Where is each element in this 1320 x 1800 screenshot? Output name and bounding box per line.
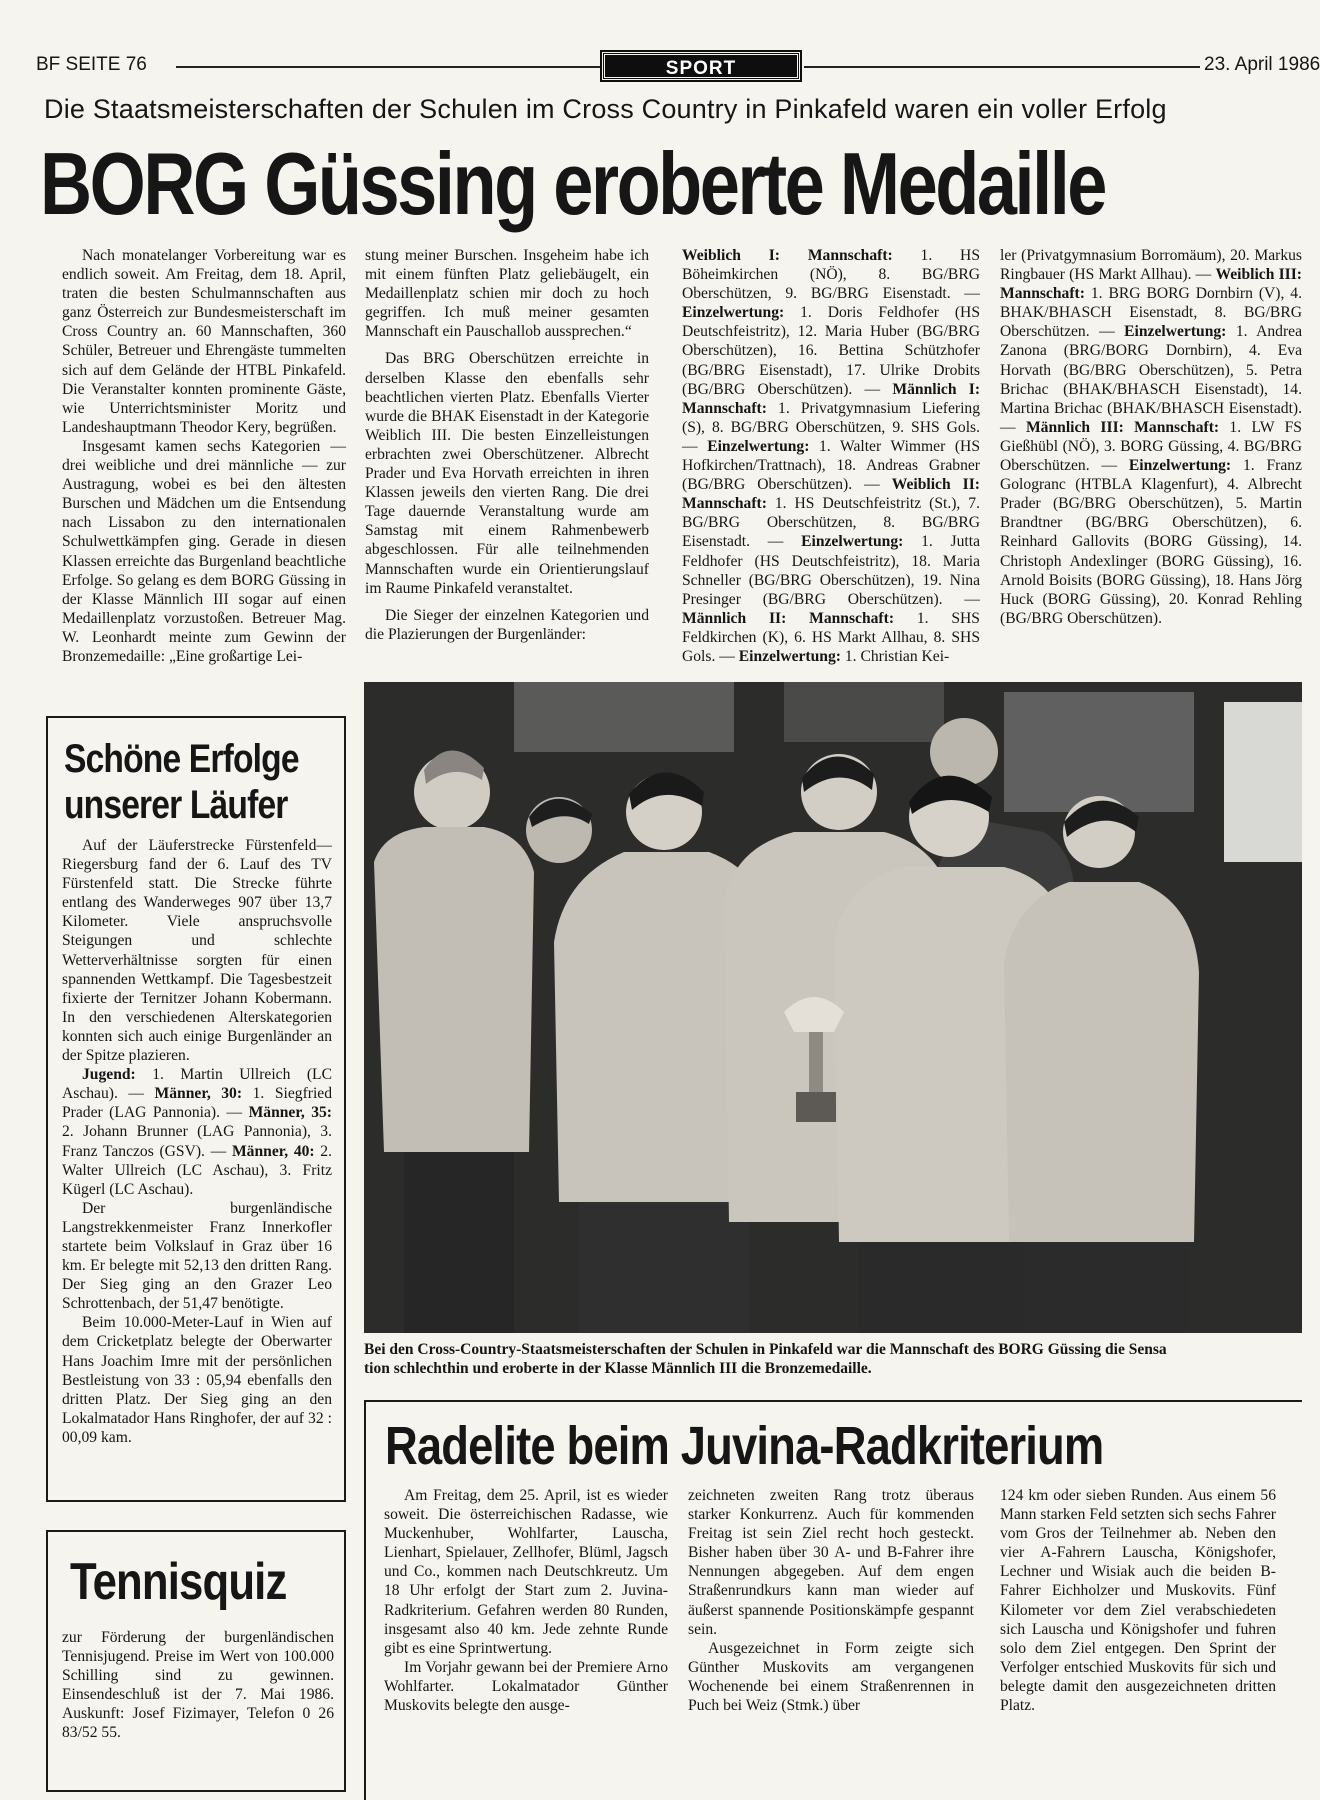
- results-line: 1. HS Böheimkirchen (NÖ), 8. BG/BRG Oberschützen, 9. BG/BRG Eisenstadt. —: [682, 247, 980, 303]
- results-line: 1. LW FS Gießhübl (NÖ), 3. BORG Güssing, 4. BG/BRG Oberschützen. —: [1000, 418, 1302, 475]
- runners-headline-line: Schöne Erfolge: [64, 737, 299, 781]
- caption-line: tion schlechthin und eroberte in der Klasse Männlich III die Bronzemedaille.: [364, 1360, 872, 1377]
- results-line: ler (Privatgymnasium Borromäum), 20. Markus Ringbauer (HS Markt Allhau). —: [1000, 247, 1302, 284]
- runner-2: [526, 797, 592, 863]
- article-paragraph: Die Sieger der einzelnen Kategorien und die Plazierungen der Burgenländer:: [365, 606, 649, 643]
- category-label: Einzelwertung:: [801, 533, 904, 551]
- rad-headline: Radelite beim Juvina-Radkriterium: [385, 1416, 1104, 1476]
- results-text: [1000, 246, 1302, 628]
- page-label: BF SEITE 76: [36, 54, 147, 75]
- results-line: 1. BRG BORG Dornbirn (V), 4. BHAK/BHASCH Eisenstadt, 8. BG/BRG Oberschützen. —: [1000, 285, 1302, 341]
- category-label: Einzelwertung:: [682, 304, 785, 322]
- runners-line: 1. Martin Ullreich (LC Aschau). —: [62, 1066, 332, 1103]
- photo-caption: [364, 1340, 1302, 1378]
- runners-paragraph: Beim 10.000-Meter-Lauf in Wien auf dem Cricketplatz belegte der Oberwarter Hans Joachim Imre mit der persönlichen Bestleistung von 33 : 05,94 ebenfalls den dritten Platz. Der Sieg ging an den Lokalmatador Hans Ringhofer, der auf 32 : 00,09 kam.: [62, 1314, 332, 1446]
- results-line: 1. SHS Feldkirchen (K), 6. HS Markt Allhau, 8. SHS Gols. —: [682, 609, 980, 665]
- class-label: Männer, 35:: [248, 1104, 332, 1122]
- article-paragraph: Das BRG Oberschützen erreichte in derselben Klasse den ebenfalls sehr beachtlichen vierten Platz. Ebenfalls Vierter wurde die BHAK Eisenstadt in der Kategorie Weiblich III. Die besten Einzelleistungen erbrachten zwei Oberschützener. Albrecht Prader und Eva Horvath erreichten in ihren Klassen jeweils den vierten Rang. Die drei Tage dauernde Veranstaltung wurde am Samstag mit einem Rahmenbewerb abgeschlossen. Für alle teilnehmenden Mannschaften wurde ein Orientierungslauf im Raume Pinkafeld veranstaltet.: [365, 350, 649, 597]
- caption-line: Bei den Cross-Country-Staatsmeisterschaften der Schulen in Pinkafeld war die Mannschaft des BORG Güssing die Sensa: [364, 1341, 1167, 1358]
- team-photo: [364, 682, 1302, 1333]
- results-line: 1. Privatgymnasium Liefering (S), 8. BG/BRG Oberschützen, 9. SHS Gols. —: [682, 399, 980, 455]
- issue-date: 23. April 1986: [1204, 54, 1320, 75]
- rad-paragraph: Ausgezeichnet in Form zeigte sich Günther Muskovits am vergangenen Wochenende bei einem Straßenrennen in Puch bei Weiz (Stmk.) über: [688, 1639, 974, 1715]
- category-label: Männlich II: Mannschaft:: [682, 609, 895, 627]
- running-header: [36, 52, 1320, 82]
- photo-bystander: [1224, 702, 1302, 862]
- category-label: Weiblich I: Mannschaft:: [682, 247, 893, 264]
- results-line: 1. Christian Kei-: [840, 647, 950, 665]
- results-line: 1. Franz Gologranc (HTBLA Klagenfurt), 4. Albrecht Prader (BG/BRG Oberschützen), 5. Martin Brandtner (BG/BRG Oberschützen), 6. Reinhard Gallovits (BORG Güssing), 14. Christoph Andexlinger (BORG Güssing), 16. Arnold Boisits (BORG Güssing), 18. Hans Jörg Huck (BORG Güssing), 20. Konrad Rehling (BG/BRG Oberschützen).: [1000, 457, 1302, 627]
- rad-paragraph: zeichneten zweiten Rang trotz überaus starker Konkurrenz. Auch für kommenden Freitag ist sein Ziel recht hoch gesteckt. Bisher haben über 30 A- und B-Fahrer ihre Nennungen abgegeben. Auf dem engen Straßenrundkurs kann man wieder auf äußerst spannende Positionskämpfe gespannt sein.: [688, 1487, 974, 1638]
- main-headline: BORG Güssing eroberte Medaille: [40, 134, 1105, 233]
- article-column-1: [62, 246, 346, 666]
- rad-column-2: [688, 1486, 974, 1715]
- tennis-paragraph: zur Förderung der burgenländischen Tennisjugend. Preise im Wert von 100.000 Schilling sind zu gewinnen. Einsendeschluß ist der 7. Mai 1986. Auskunft: Josef Fizimayer, Telefon 0 26 83/52 55.: [62, 1629, 334, 1742]
- runners-line: 2. Walter Ullreich (LC Aschau), 3. Fritz Kügerl (LC Aschau).: [62, 1142, 332, 1198]
- rad-column-1: [384, 1486, 668, 1715]
- photo-window: [514, 682, 734, 752]
- category-label: Einzelwertung:: [707, 437, 810, 455]
- class-label: Jugend:: [82, 1066, 136, 1084]
- runners-headline: [64, 736, 299, 828]
- runners-text: [62, 836, 332, 1447]
- rad-paragraph: Am Freitag, dem 25. April, ist es wieder soweit. Die österreichischen Radasse, wie Muckenhuber, Wohlfarter, Lauscha, Lienhart, Spielauer, Zellhofer, Blüml, Jagsch und Co., kommen nach Deutschkreutz. Um 18 Uhr erfolgt der Start zum 2. Juvina-Radkriterium. Gefahren werden 80 Runden, insgesamt also 40 km. Jede zehnte Runde gibt es eine Sprintwertung.: [384, 1487, 668, 1657]
- tennis-headline: Tennisquiz: [70, 1553, 287, 1611]
- category-label: Einzelwertung:: [1124, 323, 1227, 341]
- category-label: Männlich III: Mannschaft:: [1025, 418, 1220, 436]
- runners-results: [62, 1065, 332, 1199]
- tennis-box: [46, 1530, 346, 1792]
- class-label: Männer, 40:: [231, 1142, 315, 1160]
- category-label: Einzelwertung:: [1128, 457, 1232, 475]
- results-text: [682, 246, 980, 666]
- rad-column-3: [1000, 1486, 1276, 1715]
- category-label: Weiblich III: Mannschaft:: [1000, 266, 1303, 303]
- results-line: 1. HS Deutschfeistritz (St.), 7. BG/BRG Oberschützen, 8. BG/BRG Eisenstadt. —: [682, 495, 980, 551]
- runners-box: [46, 716, 346, 1502]
- runners-paragraph: Auf der Läuferstrecke Fürstenfeld—Riegersburg fand der 6. Lauf des TV Fürstenfeld statt. Die Strecke führte entlang des Wanderweges 907 über 13,7 Kilometer. Viele anspruchsvolle Steigungen und schlechte Wetterverhältnisse sorgten für einen spannenden Wettkampf. Die Tagesbestzeit fixierte der Ternitzer Johann Kobermann. In den verschiedenen Alterskategorien konnten sich auch einige Burgenländer an der Spitze plazieren.: [62, 837, 332, 1065]
- article-paragraph: Insgesamt kamen sechs Kategorien — drei weibliche und drei männliche — zur Austragung, wobei es bei den ältesten Burschen und Mädchen um die Entsendung nach Lissabon zu den internationalen Schulwettkämpfen ging. Gerade in diesen Klassen erreichte das Burgenland beachtliche Erfolge. So gelang es dem BORG Güssing in der Klasse Männlich III sogar auf einen Medaillenplatz vorzustoßen. Betreuer Mag. W. Leonhardt meinte zum Gewinn der Bronzemedaille: „Eine großartige Lei-: [62, 437, 346, 665]
- photo-banner: [1004, 692, 1194, 812]
- section-tag: SPORT: [602, 52, 800, 80]
- results-line: 1. Walter Wimmer (HS Hofkirchen/Trattnach), 18. Andreas Grabner (BG/BRG Oberschützen). —: [682, 437, 980, 494]
- results-line: 1. Jutta Feldhofer (HS Deutschfeistritz), 18. Maria Schneller (BG/BRG Oberschützen), 19. Nina Presinger (BG/BRG Oberschützen). —: [682, 533, 980, 608]
- header-rule-right: [804, 66, 1200, 68]
- results-column-1: [682, 246, 980, 666]
- results-line: 1. Doris Feldhofer (HS Deutschfeistritz), 12. Maria Huber (BG/BRG Oberschützen), 16. Bettina Schützhofer (BG/BRG Eisenstadt), 17. Ulrike Drobits (BG/BRG Oberschützen). —: [682, 304, 980, 398]
- team-photo-drawing: [364, 682, 1302, 1333]
- photo-window: [784, 682, 944, 742]
- class-label: Männer, 30:: [154, 1085, 243, 1103]
- article-paragraph: stung meiner Burschen. Insgeheim habe ich mit einem fünften Platz geliebäugelt, ein Medaillenplatz schien mir doch zu hoch gegriffen. Ich muß meiner gesamten Mannschaft ein Pauschallob aussprechen.“: [365, 247, 649, 341]
- runners-line: 1. Siegfried Prader (LAG Pannonia). —: [62, 1085, 333, 1122]
- category-label: Männlich I: Mannschaft:: [682, 380, 981, 417]
- results-line: 1. Andrea Zanona (BRG/BORG Dornbirn), 4. Eva Horvath (BG/BRG Oberschützen), 5. Petra Brichac (BHAK/BHASCH Eisenstadt), 14. Martina Brichac (BHAK/BHASCH Eisenstadt). —: [1000, 323, 1302, 436]
- rad-paragraph: Im Vorjahr gewann bei der Premiere Arno Wohlfarter. Lokalmatador Günther Muskovits belegte den ausge-: [384, 1658, 668, 1715]
- article-paragraph: Nach monatelanger Vorbereitung war es endlich soweit. Am Freitag, dem 18. April, traten die besten Schulmannschaften aus ganz Österreich zur Bundesmeisterschaft im Cross Country an. 60 Mannschaften, 360 Schüler, Betreuer und Ehrengäste tummelten sich auf dem Gelände der HTBL Pinkafeld. Die Veranstalter konnten prominente Gäste, wie Unterrichtsminister Moritz und Landeshauptmann Theodor Kery, begrüßen.: [62, 247, 346, 436]
- runners-headline-line: unserer Läufer: [64, 783, 288, 827]
- header-rule-left: [176, 66, 600, 68]
- results-column-2: [1000, 246, 1302, 628]
- article-column-2: [365, 246, 649, 644]
- runners-line: 2. Johann Brunner (LAG Pannonia), 3. Franz Tanczos (GSV). —: [62, 1123, 332, 1160]
- runners-paragraph: Der burgenländische Langstrekkenmeister Franz Innerkofler startete beim Volkslauf in Graz über 16 km. Er belegte mit 52,13 den dritten Rang. Der Sieg ging an den Grazer Leo Schrottenbach, der 51,47 benötigte.: [62, 1199, 332, 1313]
- tennis-text: [62, 1628, 334, 1743]
- category-label: Weiblich II: Mannschaft:: [682, 476, 981, 513]
- category-label: Einzelwertung:: [738, 647, 841, 665]
- kicker: Die Staatsmeisterschaften der Schulen im Cross Country in Pinkafeld waren ein voller Erfolg: [44, 94, 1167, 124]
- rad-paragraph: 124 km oder sieben Runden. Aus einem 56 Mann starken Feld setzten sich sechs Fahrer vom Gros der Teilnehmer ab. Neben den vier A-Fahrern Lauscha, Königshofer, Lechner und Wisiak auch die beiden B-Fahrer Eichholzer und Muskovits. Fünf Kilometer vor dem Ziel verabschiedeten sich Lauscha und Königshofer und fuhren solo dem Ziel entgegen. Den Sprint der Verfolger entschied Muskovits für sich und belegte damit den ausgezeichneten dritten Platz.: [1000, 1487, 1276, 1715]
